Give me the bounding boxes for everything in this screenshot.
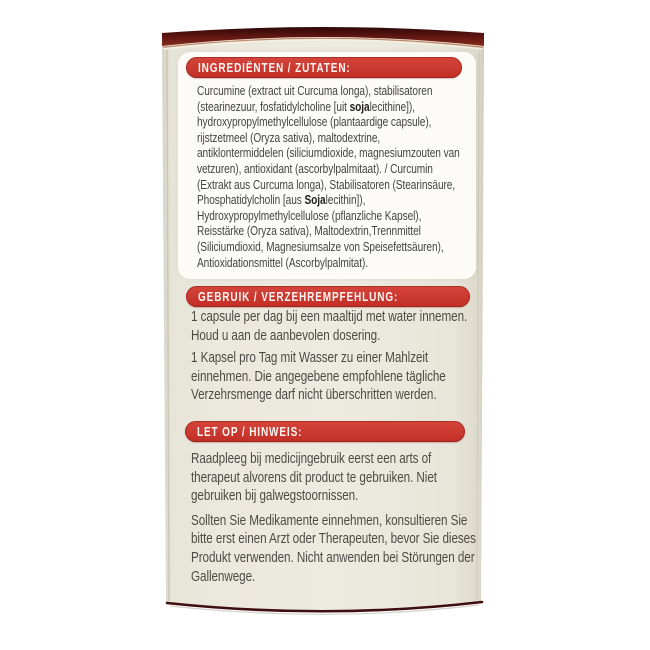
usage-text [191, 308, 476, 405]
ingredients-header-pill [186, 57, 462, 78]
ingredients-text-german-2: lecithin]), Hydroxypropylmethylcellulose (pflanzliche Kapsel), Reisstärke (Oryza sativa), Maltodextrin,Trennmittel (Siliciumdioxid, Magnesiumsalze von Speisefettsäuren), Antioxidationsmittel (Ascorbylpalmitat). [197, 192, 444, 270]
usage-text-dutch: 1 capsule per dag bij een maaltijd met water innemen. Houd u aan de aanbevolen dosering. [191, 308, 468, 344]
warning-header-label: LET OP / HINWEIS: [197, 425, 303, 439]
usage-header-pill [186, 286, 470, 307]
ingredients-soja-bold-dutch: soja [349, 98, 370, 114]
warning-text-german: Sollten Sie Medikamente einnehmen, konsultieren Sie bitte erst einen Arzt oder Therapeuten, bevor Sie dieses Produkt verwenden. Nicht anwenden bei Störungen der Gallenwege. [191, 511, 476, 585]
ingredients-panel [178, 52, 476, 279]
warning-text [191, 450, 476, 586]
usage-header-label: GEBRUIK / VERZEHREMPFEHLUNG: [198, 290, 399, 304]
ingredients-header-label: INGREDIËNTEN / ZUTATEN: [198, 61, 351, 75]
usage-text-german: 1 Kapsel pro Tag mit Wasser zu einer Mahlzeit einnehmen. Die angegebene empfohlene tägliche Verzehrsmenge darf nicht überschritten werden. [191, 349, 446, 404]
ingredients-text [197, 83, 467, 270]
ingredients-soja-bold-german: Soja [304, 192, 326, 208]
warning-header-pill [185, 421, 465, 442]
warning-text-dutch: Raadpleeg bij medicijngebruik eerst een arts of therapeut alvorens dit product te gebruiken. Niet gebruiken bij galwegstoornissen. [191, 450, 437, 505]
ingredients-text-dutch-1: Curcumine (extract uit Curcuma longa), stabilisatoren (stearinezuur, fosfatidylcholine [uit [197, 83, 433, 114]
ingredients-text-middle: lecithine]), hydroxypropylmethylcellulose (plantaardige capsule), rijstzetmeel (Oryza sativa), maltodextrine, antiklontermiddelen (siliciumdioxide, magnesiumzouten van vetzuren), antioxidant (ascorbylpalmitaat). / Curcumin (Extrakt aus Curcuma longa), Stabilisatoren (Stearinsäure, Phosphatidylcholin [aus [197, 98, 460, 208]
